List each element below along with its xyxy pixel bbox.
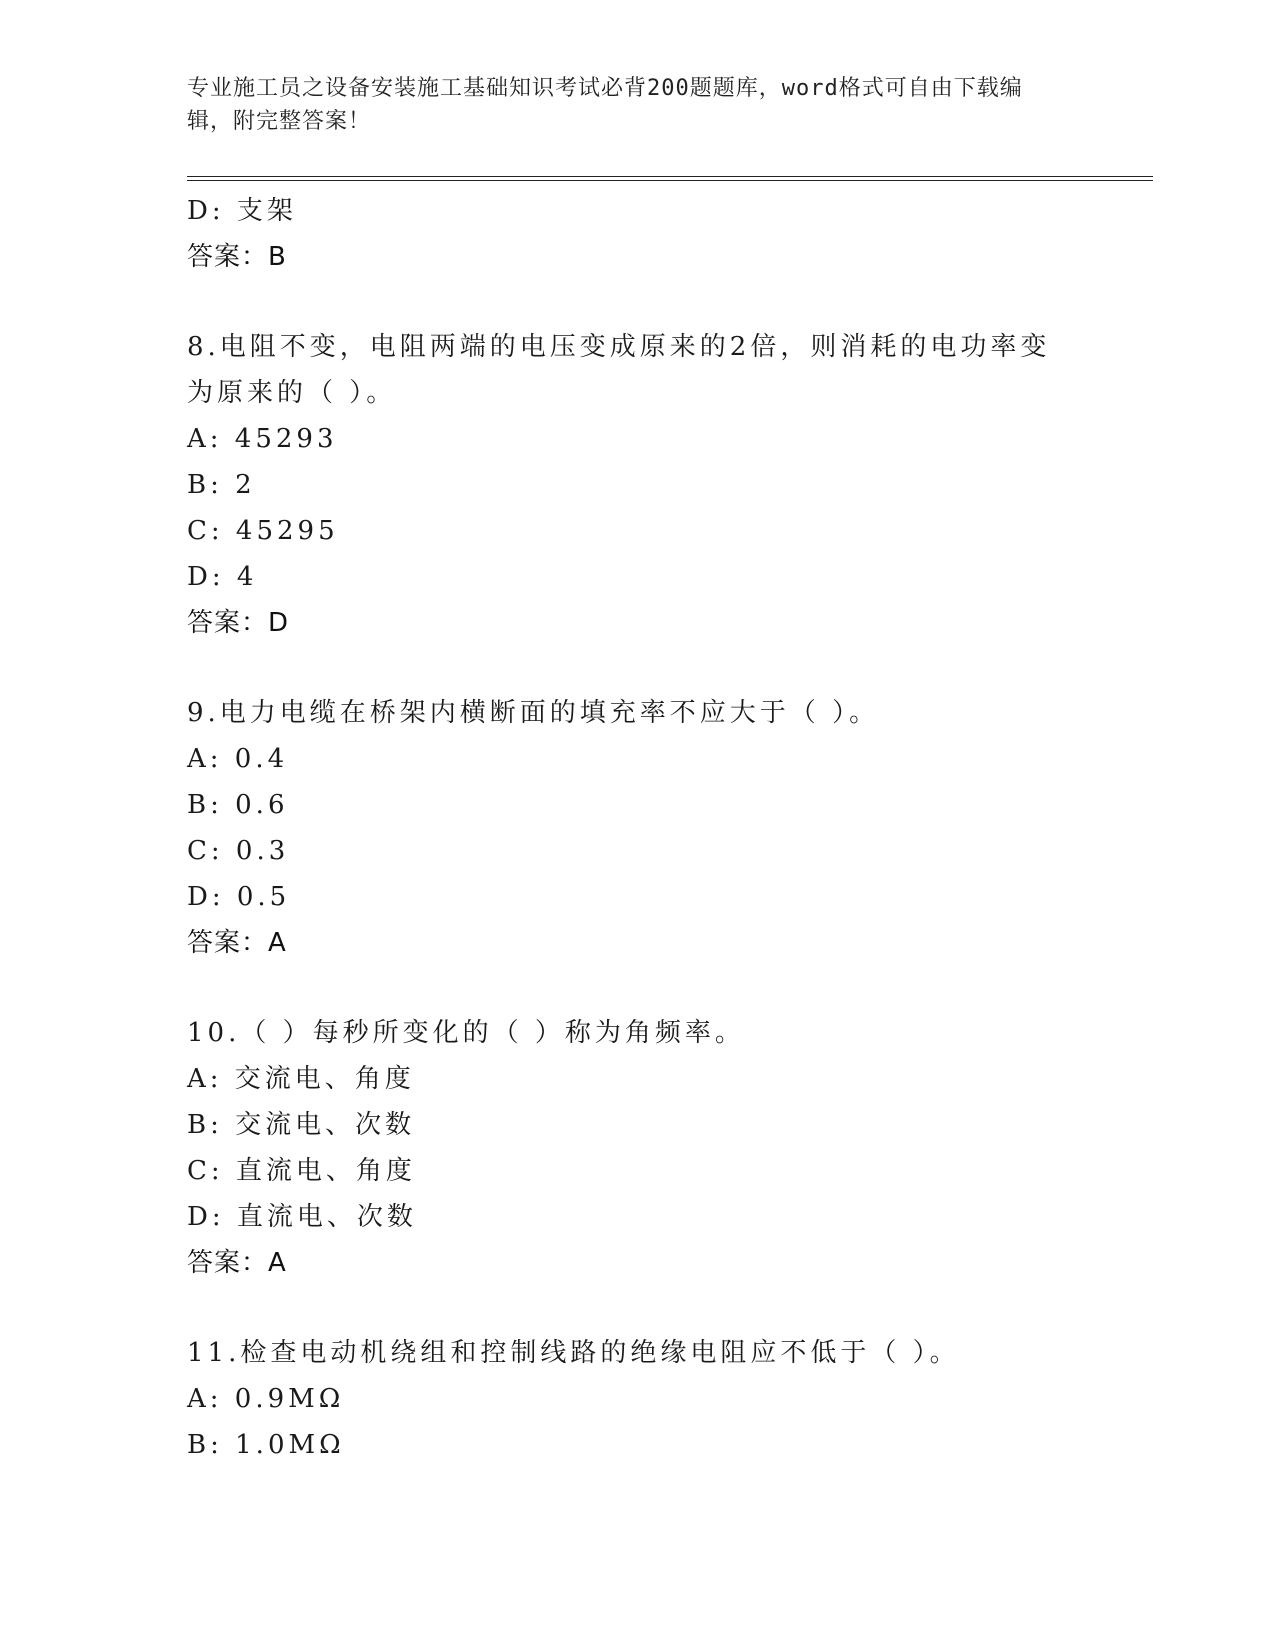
question-10-option-b: B: 交流电、次数 [187,1110,416,1140]
question-9 [187,690,1153,966]
question-8-answer: 答案：D [187,608,290,638]
question-8-option-a: A: 45293 [187,424,338,454]
question-11-text: 11.检查电动机绕组和控制线路的绝缘电阻应不低于（ ）。 [187,1338,960,1368]
question-10 [187,1010,1153,1286]
question-9-option-a: A: 0.4 [187,744,289,774]
header-divider [187,176,1153,181]
question-8-text: 8.电阻不变，电阻两端的电压变成原来的2倍，则消耗的电功率变为原来的（ ）。 [187,332,1051,408]
question-8-option-c: C: 45295 [187,516,339,546]
question-11 [187,1330,1153,1468]
question-8-option-d: D: 4 [187,562,258,592]
question-9-option-b: B: 0.6 [187,790,289,820]
question-9-option-c: C: 0.3 [187,836,290,866]
question-10-option-a: A: 交流电、角度 [187,1064,415,1094]
question-9-text: 9.电力电缆在桥架内横断面的填充率不应大于（ ）。 [187,698,880,728]
question-11-option-b: B: 1.0MΩ [187,1430,345,1460]
question-10-option-d: D: 直流电、次数 [187,1202,417,1232]
question-8-option-b: B: 2 [187,470,256,500]
question-9-option-d: D: 0.5 [187,882,291,912]
question-list [187,188,1153,1468]
document-header: 专业施工员之设备安装施工基础知识考试必背200题题库，word格式可自由下载编辑，附完整答案！ [187,76,1023,134]
question-10-answer: 答案：A [187,1248,287,1278]
previous-answer: 答案：B [187,242,287,272]
question-8 [187,324,1153,646]
question-11-option-a: A: 0.9MΩ [187,1384,345,1414]
question-9-answer: 答案：A [187,928,287,958]
question-10-option-c: C: 直流电、角度 [187,1156,416,1186]
question-10-text: 10.（ ）每秒所变化的（ ）称为角频率。 [187,1018,745,1048]
previous-option-d: D: 支架 [187,196,297,226]
